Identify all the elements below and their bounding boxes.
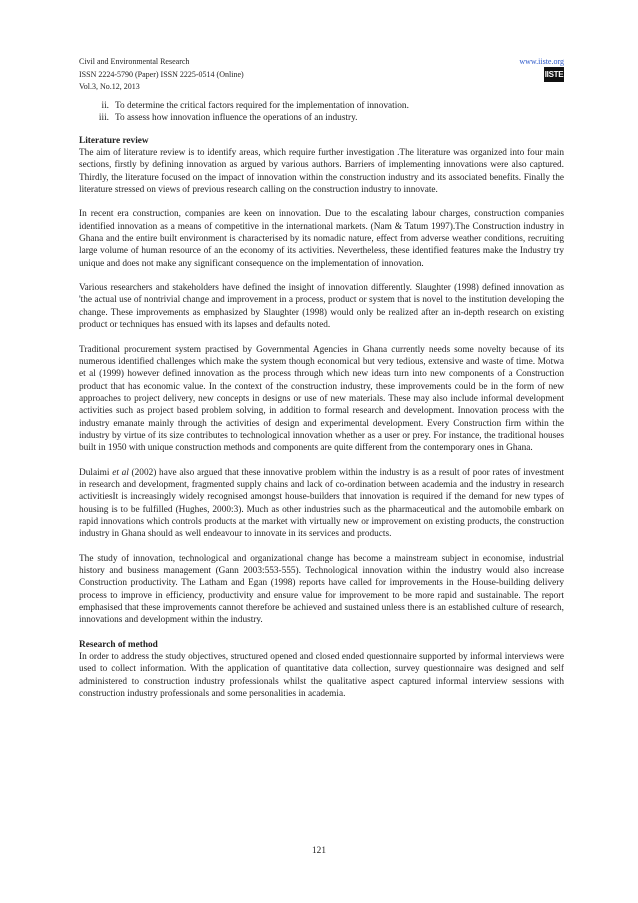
journal-name: Civil and Environmental Research <box>79 57 190 66</box>
list-item <box>79 100 564 112</box>
volume-line: Vol.3, No.12, 2013 <box>79 82 140 91</box>
paragraph-text: Dulaimi <box>79 467 113 478</box>
issn-line: ISSN 2224-5790 (Paper) ISSN 2225-0514 (Online) <box>79 69 244 79</box>
page-number: 121 <box>312 846 326 856</box>
iiste-logo: IISTE <box>544 67 564 82</box>
literature-review-heading: Literature review <box>79 135 149 146</box>
page-body <box>79 100 564 712</box>
list-item-text: To assess how innovation influence the operations of an industry. <box>115 113 358 124</box>
paragraph: Traditional procurement system practised by Governmental Agencies in Ghana currently needs some novelty because of its numerous identified challenges which make the system though economical but very tedious, extensive and waste of time. Motwa et al (1999) however defined innovation as the process through which new ideas turn into new components of a Construction product that has economic value. In the context of the construction industry, these improvements could be in the form of new approaches to project delivery, new concepts in designs or use of new materials. These may also include informal development activities such as project based problem solving, in addition to formal research and development. Innovation process with the industry emanate mainly through the activities of design and experimental development. Every Construction firm within the industry by virtue of its size contributes to technological innovation whether as a user or prey. For instance, the traditional houses built in 1950 with unique construction methods and components are quite different from the contemporary ones in Ghana. <box>79 344 564 454</box>
journal-url-link[interactable]: www.iiste.org <box>519 57 564 66</box>
paragraph: Various researchers and stakeholders have defined the insight of innovation differently. Slaughter (1998) defined innovation as 'the actual use of nontrivial change and improvement in a process, product or system that is novel to the institution developing the change. These improvements as emphasized by Slaughter (1998) would only be realized after an in-depth research on existing product or techniques has ensued with its lapses and defaults noted. <box>79 283 564 331</box>
paragraph-text: (2002) have also argued that these innovative problem within the industry is as a result of poor rates of investment in research and development, fragmented supply chains and lack of co-ordination between academia and the industry in research activitiesIt is increasingly widely recognised amongst house-builders that innovation is required if the demand for new types of housing is to be fulfilled (Hughes, 2000:3). Much as other industries such as the pharmaceutical and the automobile embark on rapid innovations which controls products at the market with virtually new or improvement on existing products, the construction industry in Ghana should as well endeavour to innovate in its services and products. <box>79 467 564 540</box>
research-method-heading: Research of method <box>79 639 158 650</box>
emphasis-et-al: et al <box>112 467 129 478</box>
paragraph: In recent era construction, companies are keen on innovation. Due to the escalating labour charges, construction companies identified innovation as a means of competitive in the international markets. (Nam & Tatum 1997).The Construction industry in Ghana and the entire built environment is characterised by its nomadic nature, effect from adverse weather conditions, recruiting large volume of human resource of an the economy of its activities. Nevertheless, these identified features make the Industry try unique and does not make any significant consequence on the implementation of innovation. <box>79 209 564 269</box>
objectives-list <box>79 100 564 125</box>
paragraph <box>79 467 564 541</box>
list-item <box>79 112 564 124</box>
paragraph: The aim of literature review is to identify areas, which require further investigation .The literature was organized into four main sections, firstly by defining innovation as argued by various authors. Barriers of implementing innovations were also captured. Thirdly, the literature focused on the impact of innovation within the construction industry and its associated benefits. Finally the literature stressed on views of previous research calling on the construction industry to innovate. <box>79 148 564 196</box>
paragraph: In order to address the study objectives, structured opened and closed ended questionnaire supported by informal interviews were used to collect information. With the application of quantitative data collection, survey questionnaire was designed and self administered to construction industry professionals whilst the qualitative aspect captured informal interview sessions with construction industry professionals and some personalities in academia. <box>79 652 564 700</box>
paragraph: The study of innovation, technological and organizational change has become a mainstream subject in economise, industrial history and business management (Gann 2003:553-555). Technological innovation within the industry would also increase Construction productivity. The Latham and Egan (1998) reports have called for improvements in the House-building delivery process to improve in efficiency, productivity and ensure value for improvement to be more rapid and sustainable. The report emphasised that these improvements cannot therefore be achieved and sustained unless there is an established culture of research, innovations and development within the industry. <box>79 553 564 626</box>
list-item-number: ii. <box>101 101 109 111</box>
list-item-number: iii. <box>98 113 109 124</box>
page-header <box>79 56 564 94</box>
list-item-text: To determine the critical factors required for the implementation of innovation. <box>115 101 409 111</box>
